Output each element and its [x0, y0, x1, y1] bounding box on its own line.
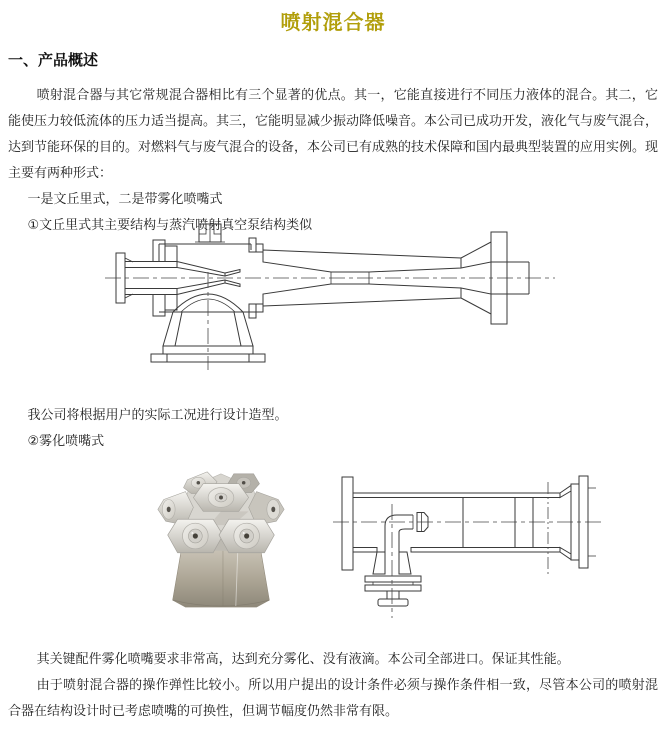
forms-line: 一是文丘里式，二是带雾化喷嘴式 — [27, 191, 223, 206]
item2-atomizer-line: ②雾化喷嘴式 — [27, 433, 105, 448]
item1-venturi-line: ①文丘里式其主要结构与蒸汽喷射真空泵结构类似 — [27, 217, 313, 232]
design-line: 我公司将根据用户的实际工况进行设计造型。 — [27, 407, 288, 422]
atomizer-mixer-drawing — [333, 458, 663, 631]
design-text-block — [8, 402, 658, 454]
venturi-mixer-drawing — [103, 218, 561, 379]
flexibility-paragraph: 由于喷射混合器的操作弹性比较小。所以用户提出的设计条件必须与操作条件相一致，尽管本公司的喷射混合器在结构设计时已考虑喷嘴的可换性，但调节幅度仍然非常有限。 — [8, 677, 658, 718]
section-heading: 一、产品概述 — [8, 52, 99, 69]
overview-paragraph: 喷射混合器与其它常规混合器相比有三个显著的优点。其一，它能直接进行不同压力液体的混合。其二，它能使压力较低流体的压力适当提高。其三，它能明显减少振动降低噪音。本公司已成功开发，液化气与废气混合，达到节能环保的目的。对燃料气与废气混合的设备，本公司已有成熟的技术保障和国内最典型装置的应用实例。现主要有两种形式： — [8, 87, 659, 180]
notes-text-block — [8, 646, 658, 724]
nozzle-paragraph: 其关键配件雾化喷嘴要求非常高，达到充分雾化、没有液滴。本公司全部进口。保证其性能。 — [36, 651, 570, 666]
page-title: 喷射混合器 — [280, 12, 386, 34]
atomizer-nozzle-photo — [137, 462, 305, 615]
overview-text-block — [8, 82, 658, 238]
